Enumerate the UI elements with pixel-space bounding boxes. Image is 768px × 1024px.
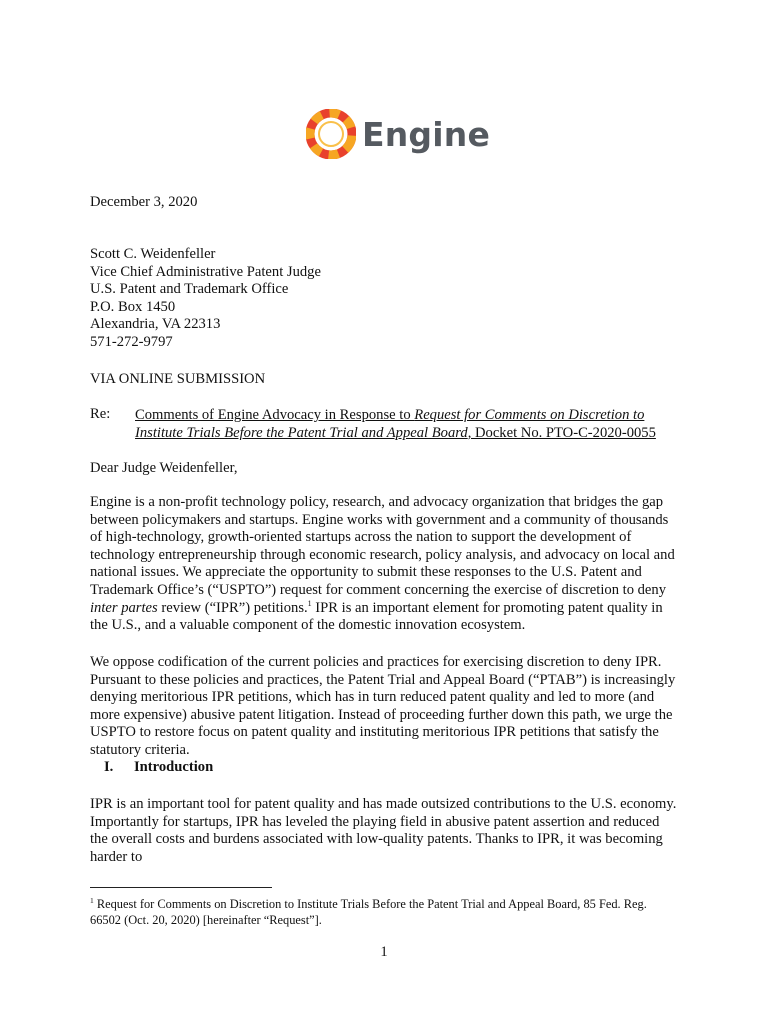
footnote bbox=[90, 896, 680, 928]
engine-logo-icon bbox=[306, 109, 356, 159]
via-line: VIA ONLINE SUBMISSION bbox=[90, 371, 266, 387]
page-number: 1 bbox=[380, 944, 388, 960]
recipient-phone: 571-272-9797 bbox=[90, 333, 173, 350]
re-title: Request for Comments on Discretion to Institute Trials Before the Patent Trial and Appeal Board bbox=[135, 407, 645, 441]
section-heading bbox=[104, 759, 213, 776]
p1-italic: inter partes bbox=[90, 599, 158, 616]
salutation: Dear Judge Weidenfeller, bbox=[90, 460, 238, 476]
re-label: Re: bbox=[90, 406, 111, 422]
footnote-text: Request for Comments on Discretion to Institute Trials Before the Patent Trial and Appeal Board, 85 Fed. Reg. 66502 (Oct. 20, 2020) [hereinafter “Request”]. bbox=[90, 897, 647, 927]
recipient-office: U.S. Patent and Trademark Office bbox=[90, 281, 289, 297]
section-number: I. bbox=[104, 759, 114, 775]
p1-text-c: IPR is an important element for promoting patent quality in the U.S., and a valuable component of the domestic innovation ecosystem. bbox=[90, 599, 663, 634]
paragraph-oppose: We oppose codification of the current policies and practices for exercising discretion to deny IPR. Pursuant to these policies and practices, the Patent Trial and Appeal Board (“PTAB”) is increasingly denying meritorious IPR petitions, which has in turn reduced patent quality and led to more (and more expensive) abusive patent litigation. Instead of proceeding further down this path, we urge the USPTO to restore focus on patent quality and instituting meritorious IPR petitions that satisfy the statutory criteria. bbox=[90, 654, 676, 758]
recipient-title: Vice Chief Administrative Patent Judge bbox=[90, 263, 321, 280]
re-docket: , Docket No. PTO-C-2020-0055 bbox=[467, 425, 656, 441]
p1-text-b: review (“IPR”) petitions. bbox=[157, 599, 308, 616]
footnote-divider bbox=[90, 887, 272, 888]
recipient-po-box: P.O. Box 1450 bbox=[90, 298, 176, 315]
re-subject bbox=[135, 406, 695, 442]
re-lead: Comments of Engine Advocacy in Response to bbox=[135, 407, 415, 423]
paragraph-ipr: IPR is an important tool for patent quality and has made outsized contributions to the U.S. economy. Importantly for startups, IPR has leveled the playing field in abusive patent assertion and reduced the overall costs and burdens associated with low-quality patents. Thanks to IPR, it was becoming harder to bbox=[90, 796, 677, 865]
footnote-ref[interactable]: 1 bbox=[307, 598, 312, 608]
recipient-address bbox=[90, 246, 321, 351]
engine-logo-text: Engine bbox=[362, 114, 491, 154]
paragraph-intro bbox=[90, 494, 680, 635]
recipient-name: Scott C. Weidenfeller bbox=[90, 246, 216, 262]
letter-date: December 3, 2020 bbox=[90, 194, 198, 210]
section-title: Introduction bbox=[134, 759, 214, 775]
engine-logo bbox=[306, 108, 490, 160]
footnote-number: 1 bbox=[90, 895, 94, 905]
p1-text-a: Engine is a non-profit technology policy, research, and advocacy organization that bridges the gap between policymakers and startups. Engine works with government and a community of thousands of high-technology, growth-oriented startups across the nation to support the development of technology entrepreneurship through economic research, policy analysis, and advocacy on local and national issues. We appreciate the opportunity to submit these responses to the U.S. Patent and Trademark Office’s (“USPTO”) request for comment concerning the exercise of discretion to deny bbox=[90, 494, 675, 598]
recipient-city: Alexandria, VA 22313 bbox=[90, 316, 221, 332]
